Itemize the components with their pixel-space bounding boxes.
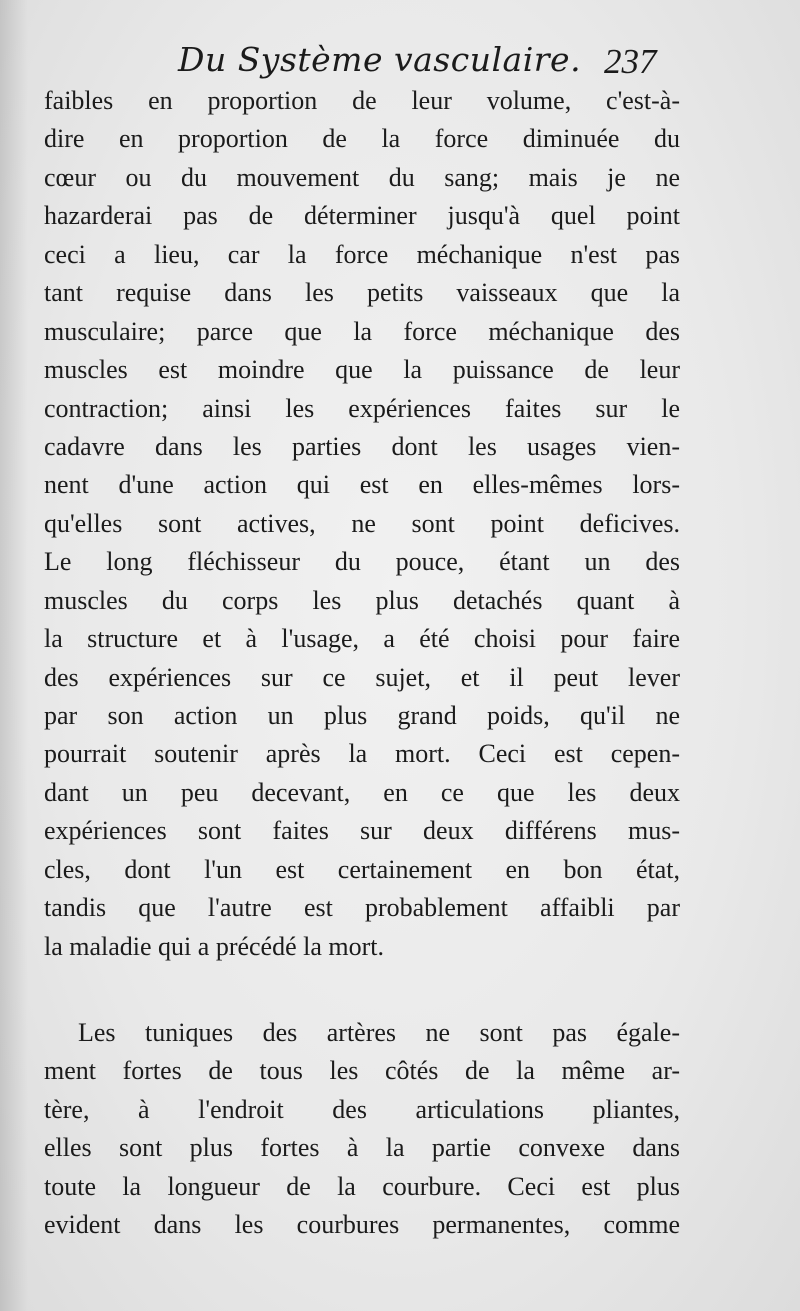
- paragraph-1: [44, 82, 680, 966]
- text-line: qu'elles sont actives, ne sont point deficives.: [44, 508, 680, 538]
- text-line: tère, à l'endroit des articulations pliantes,: [44, 1094, 680, 1124]
- text-line: tant requise dans les petits vaisseaux que la: [44, 278, 680, 308]
- text-line: cles, dont l'un est certainement en bon état,: [44, 854, 680, 884]
- text-line: la maladie qui a précédé la mort.: [44, 931, 385, 961]
- text-line: la structure et à l'usage, a été choisi pour faire: [44, 624, 680, 654]
- text-line: par son action un plus grand poids, qu'il ne: [44, 701, 680, 730]
- text-line: hazarderai pas de déterminer jusqu'à quel point: [44, 201, 680, 231]
- text-line: tandis que l'autre est probablement affaibli par: [44, 893, 680, 923]
- text-line: muscles du corps les plus detachés quant à: [44, 585, 680, 615]
- text-line: dant un peu decevant, en ce que les deux: [44, 777, 680, 807]
- paragraph-2: [44, 1014, 680, 1245]
- text-line: contraction; ainsi les expériences faites sur le: [44, 393, 680, 423]
- text-line: muscles est moindre que la puissance de leur: [44, 355, 680, 385]
- text-line: ment fortes de tous les côtés de la même ar-: [44, 1056, 680, 1086]
- text-line: cadavre dans les parties dont les usages vien-: [44, 431, 680, 461]
- text-line: Le long fléchisseur du pouce, étant un des: [44, 547, 680, 577]
- text-line: des expériences sur ce sujet, et il peut lever: [44, 662, 680, 692]
- text-line: dire en proportion de la force diminuée du: [44, 124, 680, 154]
- text-line: faibles en proportion de leur volume, c'est-à-: [44, 86, 680, 115]
- running-title: Du Système vasculaire.: [178, 40, 582, 79]
- page-gutter-shadow: [0, 0, 28, 1311]
- text-line: elles sont plus fortes à la partie convexe dans: [44, 1133, 680, 1163]
- text-line: pourrait soutenir après la mort. Ceci est cepen-: [44, 739, 680, 769]
- text-line: Les tuniques des artères ne sont pas égale-: [78, 1018, 680, 1047]
- text-line: expériences sont faites sur deux différens mus-: [44, 816, 680, 846]
- text-line: toute la longueur de la courbure. Ceci est plus: [44, 1171, 680, 1201]
- text-line: evident dans les courbures permanentes, comme: [44, 1210, 680, 1240]
- text-line: ceci a lieu, car la force méchanique n'est pas: [44, 239, 680, 269]
- text-line: cœur ou du mouvement du sang; mais je ne: [44, 162, 680, 192]
- page-number: 237: [604, 42, 657, 81]
- text-line: musculaire; parce que la force méchanique des: [44, 316, 680, 346]
- text-line: nent d'une action qui est en elles-mêmes lors-: [44, 470, 680, 500]
